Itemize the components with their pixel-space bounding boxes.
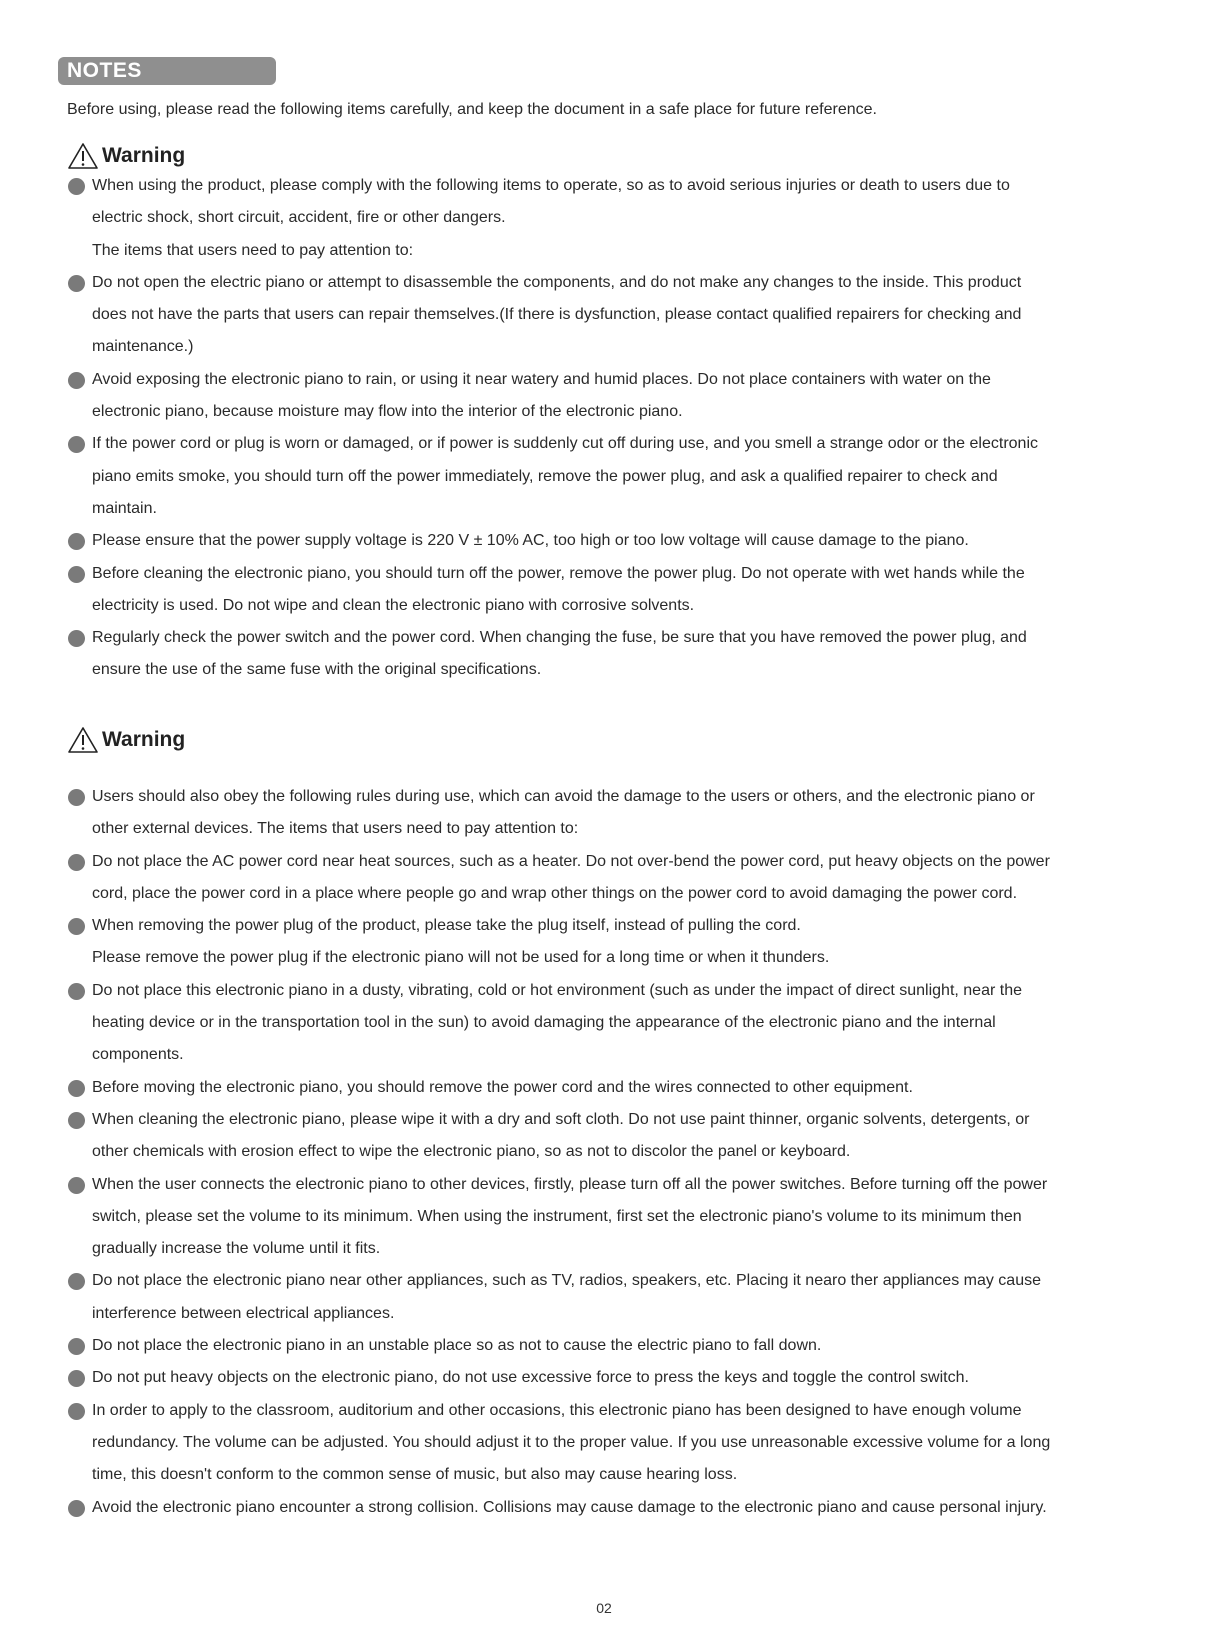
bullet-dot-icon (68, 275, 85, 292)
list-item: Do not place this electronic piano in a dusty, vibrating, cold or hot environment (such as under the impact of direct sunlight, near the heating device or in the transportation tool in the sun) to avoid damaging the appearance of the electronic piano and the internal components. (67, 975, 1172, 1072)
bullet-dot-icon (68, 1177, 85, 1194)
list-item: If the power cord or plug is worn or damaged, or if power is suddenly cut off during use, and you smell a strange odor or the electronic piano emits smoke, you should turn off the power immediately, remove the power plug, and ask a qualified repairer to check and maintain. (67, 428, 1172, 525)
list-item: Do not open the electric piano or attempt to disassemble the components, and do not make any changes to the inside. This product does not have the parts that users can repair themselves.(If there is dysfunction, please contact qualified repairers for checking and maintenance.) (67, 267, 1172, 364)
warning-triangle-icon (67, 142, 101, 170)
list-item: When the user connects the electronic piano to other devices, firstly, please turn off all the power switches. Before turning off the power switch, please set the volume to its minimum. When using the instrument, first set the electronic piano's volume to its minimum then gradually increase the volume until it fits. (67, 1169, 1172, 1266)
bullet-dot-icon (68, 1273, 85, 1290)
notes-badge: NOTES (58, 57, 276, 85)
list-item: In order to apply to the classroom, auditorium and other occasions, this electronic piano has been designed to have enough volume redundancy. The volume can be adjusted. You should adjust it to the proper value. If you use unreasonable excessive volume for a long time, this doesn't conform to the common sense of music, but also may cause hearing loss. (67, 1395, 1172, 1492)
list-item: Avoid the electronic piano encounter a strong collision. Collisions may cause damage to the electronic piano and cause personal injury. (67, 1492, 1172, 1524)
bullet-dot-icon (68, 1080, 85, 1097)
bullet-dot-icon (68, 1338, 85, 1355)
bullet-dot-icon (68, 1370, 85, 1387)
warning-triangle-icon (67, 726, 101, 754)
bullet-dot-icon (68, 436, 85, 453)
bullet-dot-icon (68, 566, 85, 583)
list-item: Do not place the electronic piano near other appliances, such as TV, radios, speakers, etc. Placing it nearo ther appliances may cause interference between electrical appliances. (67, 1265, 1172, 1330)
bullet-dot-icon (68, 372, 85, 389)
list-item: Please ensure that the power supply voltage is 220 V ± 10% AC, too high or too low voltage will cause damage to the piano. (67, 525, 1172, 557)
section-2-title: Warning (102, 728, 186, 751)
list-item: Regularly check the power switch and the power cord. When changing the fuse, be sure that you have removed the power plug, and ensure the use of the same fuse with the original specifications. (67, 622, 1172, 687)
bullet-dot-icon (68, 533, 85, 550)
list-item: Avoid exposing the electronic piano to rain, or using it near watery and humid places. Do not place containers with water on the electronic piano, because moisture may flow into the interior of the electronic piano. (67, 364, 1172, 429)
list-item: Before cleaning the electronic piano, you should turn off the power, remove the power plug. Do not operate with wet hands while the electricity is used. Do not wipe and clean the electronic piano with corrosive solvents. (67, 558, 1172, 623)
bullet-dot-icon (68, 178, 85, 195)
section-1-title: Warning (102, 144, 186, 167)
bullet-dot-icon (68, 1500, 85, 1517)
bullet-dot-icon (68, 630, 85, 647)
list-item: When cleaning the electronic piano, please wipe it with a dry and soft cloth. Do not use paint thinner, organic solvents, detergents, or other chemicals with erosion effect to wipe the electronic piano, so as not to discolor the panel or keyboard. (67, 1104, 1172, 1169)
list-item: Users should also obey the following rules during use, which can avoid the damage to the users or others, and the electronic piano or other external devices. The items that users need to pay attention to: (67, 781, 1172, 846)
section-1-list (67, 170, 1172, 687)
section-1-heading (67, 141, 185, 171)
bullet-dot-icon (68, 789, 85, 806)
list-item: Do not place the electronic piano in an unstable place so as not to cause the electric piano to fall down. (67, 1330, 1172, 1362)
list-item: Before moving the electronic piano, you should remove the power cord and the wires connected to other equipment. (67, 1072, 1172, 1104)
list-item: When using the product, please comply with the following items to operate, so as to avoid serious injuries or death to users due to electric shock, short circuit, accident, fire or other dangers. The items that users need to pay attention to: (67, 170, 1172, 267)
section-2-list (67, 781, 1172, 1524)
bullet-dot-icon (68, 1112, 85, 1129)
bullet-dot-icon (68, 854, 85, 871)
page-number: 02 (596, 1600, 612, 1616)
section-2-heading (67, 725, 185, 755)
list-item: When removing the power plug of the product, please take the plug itself, instead of pulling the cord. Please remove the power plug if the electronic piano will not be used for a long time or when it thunders. (67, 910, 1172, 975)
bullet-dot-icon (68, 918, 85, 935)
bullet-dot-icon (68, 1403, 85, 1420)
list-item: Do not put heavy objects on the electronic piano, do not use excessive force to press the keys and toggle the control switch. (67, 1362, 1172, 1394)
bullet-dot-icon (68, 983, 85, 1000)
list-item: Do not place the AC power cord near heat sources, such as a heater. Do not over-bend the power cord, put heavy objects on the power cord, place the power cord in a place where people go and wrap other things on the power cord to avoid damaging the power cord. (67, 846, 1172, 911)
intro-text: Before using, please read the following items carefully, and keep the document in a safe place for future reference. (67, 101, 877, 118)
